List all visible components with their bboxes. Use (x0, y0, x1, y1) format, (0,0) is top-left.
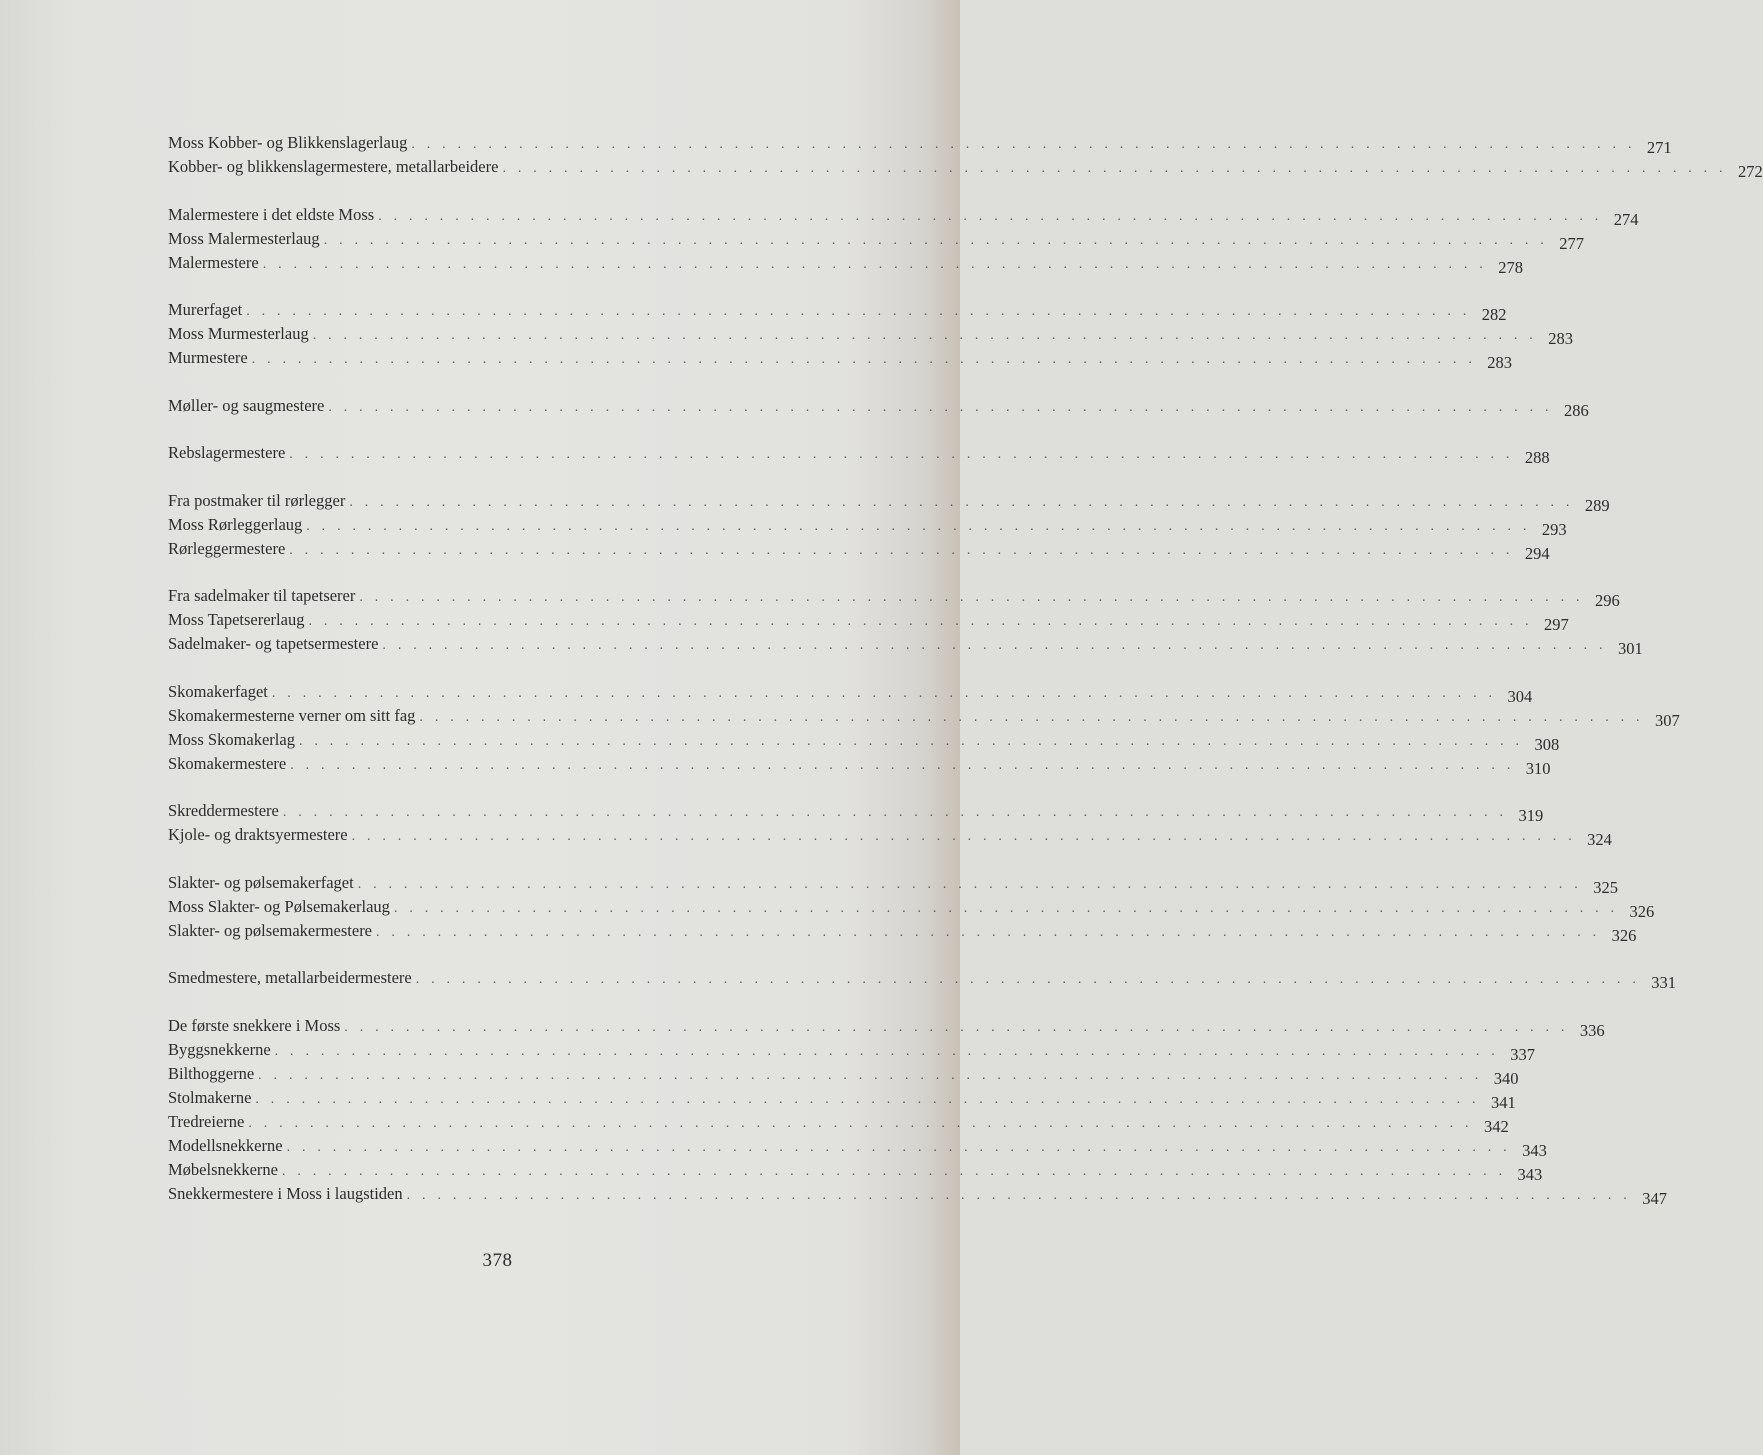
toc-entry (168, 251, 1524, 277)
toc-entry-title: Moss Murmesterlaug (168, 324, 309, 343)
dot-leader: . . . . . . . . . . . . . . . . . . . . . . . . . . . . . . . . . . . . . . . . . . . . . . . . . . . . . . . . . . . . . . . . . . . . . . . . . . . . . . . . (262, 256, 1488, 272)
toc-entry-page-number: 307 (1654, 710, 1680, 730)
dot-leader: . . . . . . . . . . . . . . . . . . . . . . . . . . . . . . . . . . . . . . . . . . . . . . . . . . . . . . . . . . . . . . . . . . . . . . . . . . . . . . . . (415, 972, 1641, 987)
toc-entry-page-number: 343 (1522, 1140, 1547, 1160)
dot-leader: . . . . . . . . . . . . . . . . . . . . . . . . . . . . . . . . . . . . . . . . . . . . . . . . . . . . . . . . . . . . . . . . . . . . . . . . . . . . . . . . (282, 805, 1508, 820)
dot-leader: . . . . . . . . . . . . . . . . . . . . . . . . . . . . . . . . . . . . . . . . . . . . . . . . . . . . . . . . . . . . . . . . . . . . . . . . . . . . . . . . (378, 208, 1603, 224)
toc-entry-title: Rørleggermestere (168, 538, 286, 558)
toc-entry-title: Murmestere (168, 348, 248, 367)
toc-group (168, 203, 1639, 277)
toc-entry (168, 322, 1574, 348)
toc-entry-title: Malermestere (168, 252, 259, 272)
dot-leader: . . . . . . . . . . . . . . . . . . . . . . . . . . . . . . . . . . . . . . . . . . . . . . . . . . . . . . . . . . . . . . . . . . . . . . . . . . . . . . . . (349, 494, 1574, 510)
toc-entry (168, 608, 1569, 634)
dot-leader: . . . . . . . . . . . . . . . . . . . . . . . . . . . . . . . . . . . . . . . . . . . . . . . . . . . . . . . . . . . . . . . . . . . . . . . . . . . . . . . . (281, 1163, 1507, 1179)
toc-group (168, 489, 1610, 563)
toc-entry-page-number: 283 (1487, 353, 1513, 372)
toc-entry-page-number: 319 (1518, 806, 1544, 825)
toc-entry-page-number: 301 (1617, 639, 1643, 658)
dot-leader: . . . . . . . . . . . . . . . . . . . . . . . . . . . . . . . . . . . . . . . . . . . . . . . . . . . . . . . . . . . . . . . . . . . . . . . . . . . . . . . . (344, 1019, 1569, 1035)
toc-group (168, 680, 1680, 778)
toc-entry (168, 1134, 1547, 1160)
toc-entry-page-number: 326 (1611, 925, 1637, 945)
toc-entry (168, 1014, 1605, 1040)
toc-group (168, 1014, 1667, 1208)
toc-entry-title: Rebslagermestere (168, 443, 286, 462)
toc-entry (168, 489, 1610, 515)
dot-leader: . . . . . . . . . . . . . . . . . . . . . . . . . . . . . . . . . . . . . . . . . . . . . . . . . . . . . . . . . . . . . . . . . . . . . . . . . . . . . . . . (359, 590, 1584, 605)
dot-leader: . . . . . . . . . . . . . . . . . . . . . . . . . . . . . . . . . . . . . . . . . . . . . . . . . . . . . . . . . . . . . . . . . . . . . . . . . . . . . . . . (306, 518, 1531, 534)
dot-leader: . . . . . . . . . . . . . . . . . . . . . . . . . . . . . . . . . . . . . . . . . . . . . . . . . . . . . . . . . . . . . . . . . . . . . . . . . . . . . . . . (289, 447, 1514, 462)
dot-leader: . . . . . . . . . . . . . . . . . . . . . . . . . . . . . . . . . . . . . . . . . . . . . . . . . . . . . . . . . . . . . . . . . . . . . . . . . . . . . . . . (286, 1139, 1511, 1155)
dot-leader: . . . . . . . . . . . . . . . . . . . . . . . . . . . . . . . . . . . . . . . . . . . . . . . . . . . . . . . . . . . . . . . . . . . . . . . . . . . . . . . . (255, 1091, 1480, 1107)
toc-entry-page-number: 310 (1525, 758, 1551, 778)
toc-entry (168, 1038, 1535, 1064)
dot-leader: . . . . . . . . . . . . . . . . . . . . . . . . . . . . . . . . . . . . . . . . . . . . . . . . . . . . . . . . . . . . . . . . . . . . . . . . . . . . . . . . (411, 137, 1636, 152)
toc-entry-title: Bilthoggerne (168, 1063, 255, 1083)
toc-entry-page-number: 283 (1548, 329, 1574, 348)
toc-group (168, 799, 1612, 849)
dot-leader: . . . . . . . . . . . . . . . . . . . . . . . . . . . . . . . . . . . . . . . . . . . . . . . . . . . . . . . . . . . . . . . . . . . . . . . . . . . . . . . . (328, 399, 1553, 415)
toc-group (168, 441, 1550, 467)
toc-entry-title: Murerfaget (168, 300, 243, 319)
toc-entry-page-number: 277 (1559, 233, 1584, 253)
toc-entry-page-number: 325 (1593, 877, 1618, 897)
toc-group (168, 298, 1574, 372)
toc-entry-title: Fra postmaker til rørlegger (168, 490, 346, 510)
toc-entry-page-number: 297 (1544, 615, 1569, 634)
toc-entry-page-number: 272 (1738, 162, 1763, 181)
toc-entry (168, 513, 1567, 539)
toc-entry (168, 131, 1672, 157)
page-number-folio: 378 (482, 1250, 513, 1271)
toc-entry (168, 919, 1637, 945)
toc-entry (168, 227, 1584, 253)
toc-entry-page-number: 343 (1517, 1164, 1543, 1184)
dot-leader: . . . . . . . . . . . . . . . . . . . . . . . . . . . . . . . . . . . . . . . . . . . . . . . . . . . . . . . . . . . . . . . . . . . . . . . . . . . . . . . . (351, 829, 1576, 844)
dot-leader: . . . . . . . . . . . . . . . . . . . . . . . . . . . . . . . . . . . . . . . . . . . . . . . . . . . . . . . . . . . . . . . . . . . . . . . . . . . . . . . . (393, 900, 1619, 916)
toc-entry-page-number: 340 (1493, 1068, 1519, 1088)
dot-leader: . . . . . . . . . . . . . . . . . . . . . . . . . . . . . . . . . . . . . . . . . . . . . . . . . . . . . . . . . . . . . . . . . . . . . . . . . . . . . . . . (289, 542, 1514, 558)
dot-leader: . . . . . . . . . . . . . . . . . . . . . . . . . . . . . . . . . . . . . . . . . . . . . . . . . . . . . . . . . . . . . . . . . . . . . . . . . . . . . . . . (312, 328, 1538, 343)
dot-leader: . . . . . . . . . . . . . . . . . . . . . . . . . . . . . . . . . . . . . . . . . . . . . . . . . . . . . . . . . . . . . . . . . . . . . . . . . . . . . . . . (290, 757, 1515, 773)
dot-leader: . . . . . . . . . . . . . . . . . . . . . . . . . . . . . . . . . . . . . . . . . . . . . . . . . . . . . . . . . . . . . . . . . . . . . . . . . . . . . . . . (382, 638, 1607, 653)
toc-entry-title: Møller- og saugmestere (168, 395, 325, 415)
toc-group (168, 871, 1655, 945)
toc-entry-title: Kobber- og blikkenslagermestere, metallarbeidere (168, 157, 499, 176)
dot-leader: . . . . . . . . . . . . . . . . . . . . . . . . . . . . . . . . . . . . . . . . . . . . . . . . . . . . . . . . . . . . . . . . . . . . . . . . . . . . . . . . (248, 1115, 1473, 1131)
toc-entry-title: Moss Skomakerlag (168, 729, 295, 749)
toc-entry (168, 441, 1550, 467)
toc-entry (168, 203, 1639, 229)
toc-entry (168, 1182, 1667, 1208)
toc-entry-title: Smedmestere, metallarbeidermestere (168, 968, 412, 987)
toc-entry-title: Snekkermestere i Moss i laugstiden (168, 1183, 403, 1203)
toc-entry-title: Møbelsnekkerne (168, 1159, 278, 1179)
toc-entry-page-number: 347 (1642, 1188, 1667, 1208)
dot-leader: . . . . . . . . . . . . . . . . . . . . . . . . . . . . . . . . . . . . . . . . . . . . . . . . . . . . . . . . . . . . . . . . . . . . . . . . . . . . . . . . (308, 614, 1533, 629)
toc-entry (168, 752, 1551, 778)
table-of-contents (168, 131, 1763, 1229)
toc-entry-title: Tredreierne (168, 1111, 245, 1131)
dot-leader: . . . . . . . . . . . . . . . . . . . . . . . . . . . . . . . . . . . . . . . . . . . . . . . . . . . . . . . . . . . . . . . . . . . . . . . . . . . . . . . . (357, 876, 1582, 892)
toc-entry-page-number: 282 (1481, 305, 1507, 324)
toc-entry-page-number: 288 (1524, 448, 1550, 467)
toc-entry-page-number: 294 (1524, 543, 1550, 563)
toc-entry-title: Moss Tapetsererlaug (168, 610, 305, 629)
toc-entry-title: Slakter- og pølsemakerfaget (168, 872, 354, 892)
toc-entry (168, 823, 1612, 849)
toc-entry (168, 537, 1550, 563)
toc-entry (168, 155, 1763, 181)
toc-entry-title: Byggsnekkerne (168, 1039, 271, 1059)
toc-entry-title: Skomakerfaget (168, 681, 268, 701)
toc-entry-page-number: 326 (1629, 901, 1655, 921)
toc-entry-page-number: 331 (1651, 973, 1677, 992)
toc-entry (168, 704, 1680, 730)
toc-entry (168, 632, 1643, 658)
dot-leader: . . . . . . . . . . . . . . . . . . . . . . . . . . . . . . . . . . . . . . . . . . . . . . . . . . . . . . . . . . . . . . . . . . . . . . . . . . . . . . . . (246, 304, 1471, 319)
dot-leader: . . . . . . . . . . . . . . . . . . . . . . . . . . . . . . . . . . . . . . . . . . . . . . . . . . . . . . . . . . . . . . . . . . . . . . . . . . . . . . . . (271, 685, 1497, 701)
toc-entry (168, 728, 1560, 754)
toc-group (168, 394, 1589, 420)
toc-entry-page-number: 337 (1510, 1044, 1535, 1064)
toc-group (168, 966, 1677, 992)
toc-entry-page-number: 308 (1534, 734, 1560, 754)
toc-entry-page-number: 342 (1483, 1116, 1509, 1136)
toc-entry-page-number: 293 (1541, 519, 1567, 539)
toc-entry-page-number: 271 (1646, 138, 1672, 157)
toc-entry-title: Moss Kobber- og Blikkenslagerlaug (168, 133, 408, 152)
dot-leader: . . . . . . . . . . . . . . . . . . . . . . . . . . . . . . . . . . . . . . . . . . . . . . . . . . . . . . . . . . . . . . . . . . . . . . . . . . . . . . . . (258, 1067, 1483, 1083)
toc-entry-title: Stolmakerne (168, 1087, 252, 1107)
toc-entry-title: Skreddermestere (168, 801, 279, 820)
toc-entry-title: Skomakermestere (168, 753, 287, 773)
toc-entry-page-number: 289 (1584, 495, 1610, 515)
toc-entry-title: Fra sadelmaker til tapetserer (168, 586, 356, 605)
dot-leader: . . . . . . . . . . . . . . . . . . . . . . . . . . . . . . . . . . . . . . . . . . . . . . . . . . . . . . . . . . . . . . . . . . . . . . . . . . . . . . . . (376, 924, 1601, 940)
dot-leader: . . . . . . . . . . . . . . . . . . . . . . . . . . . . . . . . . . . . . . . . . . . . . . . . . . . . . . . . . . . . . . . . . . . . . . . . . . . . . . . . (274, 1043, 1499, 1059)
dot-leader: . . . . . . . . . . . . . . . . . . . . . . . . . . . . . . . . . . . . . . . . . . . . . . . . . . . . . . . . . . . . . . . . . . . . . . . . . . . . . . . . (298, 733, 1524, 749)
toc-entry-page-number: 324 (1587, 830, 1612, 849)
toc-entry-title: Kjole- og draktsyermestere (168, 825, 348, 844)
toc-entry-title: Modellsnekkerne (168, 1135, 283, 1155)
toc-entry-title: Moss Malermesterlaug (168, 228, 320, 248)
toc-entry-page-number: 304 (1507, 686, 1533, 706)
toc-entry (168, 584, 1620, 610)
toc-entry (168, 394, 1589, 420)
toc-entry-title: Sadelmaker- og tapetsermestere (168, 634, 379, 653)
toc-group (168, 131, 1763, 181)
toc-entry (168, 680, 1533, 706)
toc-entry (168, 1110, 1509, 1136)
toc-entry-title: Malermestere i det eldste Moss (168, 204, 375, 224)
toc-entry-page-number: 336 (1579, 1020, 1605, 1040)
dot-leader: . . . . . . . . . . . . . . . . . . . . . . . . . . . . . . . . . . . . . . . . . . . . . . . . . . . . . . . . . . . . . . . . . . . . . . . . . . . . . . . . (419, 709, 1644, 725)
toc-entry (168, 298, 1507, 324)
toc-entry-page-number: 286 (1563, 400, 1589, 420)
toc-entry (168, 1158, 1543, 1184)
toc-entry (168, 871, 1618, 897)
dot-leader: . . . . . . . . . . . . . . . . . . . . . . . . . . . . . . . . . . . . . . . . . . . . . . . . . . . . . . . . . . . . . . . . . . . . . . . . . . . . . . . . (502, 161, 1727, 176)
toc-entry-title: Slakter- og pølsemakermestere (168, 920, 373, 940)
toc-group (168, 584, 1643, 658)
toc-entry-title: Moss Slakter- og Pølsemakerlaug (168, 896, 390, 916)
toc-entry (168, 346, 1513, 372)
toc-entry-page-number: 296 (1594, 591, 1620, 610)
toc-entry-title: Skomakermesterne verner om sitt fag (168, 705, 416, 725)
toc-entry (168, 1086, 1516, 1112)
toc-entry-title: Moss Rørleggerlaug (168, 514, 303, 534)
dot-leader: . . . . . . . . . . . . . . . . . . . . . . . . . . . . . . . . . . . . . . . . . . . . . . . . . . . . . . . . . . . . . . . . . . . . . . . . . . . . . . . . (323, 232, 1548, 248)
toc-entry (168, 895, 1655, 921)
toc-entry (168, 966, 1677, 992)
toc-entry (168, 799, 1544, 825)
dot-leader: . . . . . . . . . . . . . . . . . . . . . . . . . . . . . . . . . . . . . . . . . . . . . . . . . . . . . . . . . . . . . . . . . . . . . . . . . . . . . . . . (406, 1187, 1631, 1203)
toc-entry-page-number: 278 (1498, 257, 1524, 277)
toc-entry (168, 1062, 1519, 1088)
toc-entry-page-number: 341 (1490, 1092, 1516, 1112)
toc-entry-page-number: 274 (1613, 209, 1639, 229)
dot-leader: . . . . . . . . . . . . . . . . . . . . . . . . . . . . . . . . . . . . . . . . . . . . . . . . . . . . . . . . . . . . . . . . . . . . . . . . . . . . . . . . (251, 352, 1477, 367)
toc-entry-title: De første snekkere i Moss (168, 1015, 341, 1035)
